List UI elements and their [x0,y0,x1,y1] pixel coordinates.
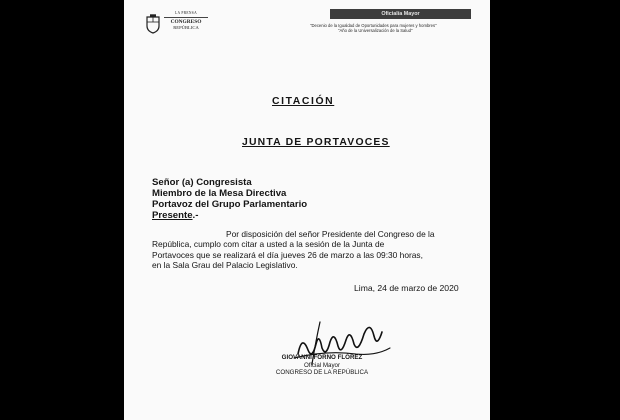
addressee-line: Señor (a) Congresista [152,177,252,188]
decenio-slogan: "Decenio de la Igualdad de Oportunidades para mujeres y hombres" [310,23,437,28]
logo-institution: CONGRESO [170,19,202,25]
signer-block [270,354,374,377]
place-date: Lima, 24 de marzo de 2020 [354,283,459,293]
body-line: Portavoces que se realizará el día jueves 26 de marzo a las 09:30 horas, [152,249,423,260]
body-line: en la Sala Grau del Palacio Legislativo. [152,259,298,270]
logo-divider [164,17,208,18]
document-title: CITACIÓN [272,96,335,107]
addressee-line: Miembro de la Mesa Directiva [152,188,287,199]
signer-name: GIOVANNI FORNO FLÓREZ [281,354,363,361]
presente-suffix: .- [192,210,199,221]
body-paragraph [152,229,452,270]
year-slogan: "Año de la Universalización de la Salud" [338,28,413,33]
addressee-line: Portavoz del Grupo Parlamentario [152,199,308,210]
signer-institution: CONGRESO DE LA REPÚBLICA [275,369,369,376]
body-line: República, cumplo com citar a usted a la sesión de la Junta de [152,239,385,250]
signer-title: Oficial Mayor [303,361,341,369]
addressee-line [152,210,307,221]
body-line: Por disposición del señor Presidente del Congreso de la [226,229,435,239]
office-header-tag: Oficialía Mayor [330,9,471,19]
addressee-block [152,177,307,221]
presente-label: Presente [152,210,193,221]
coat-of-arms-icon [146,14,160,34]
document-subtitle: JUNTA DE PORTAVOCES [242,137,390,148]
institution-logo [164,11,208,31]
document-page [124,0,490,420]
logo-emblem-text: LA PRENSA [175,11,197,15]
logo-institution-sub: REPÚBLICA [173,25,199,30]
